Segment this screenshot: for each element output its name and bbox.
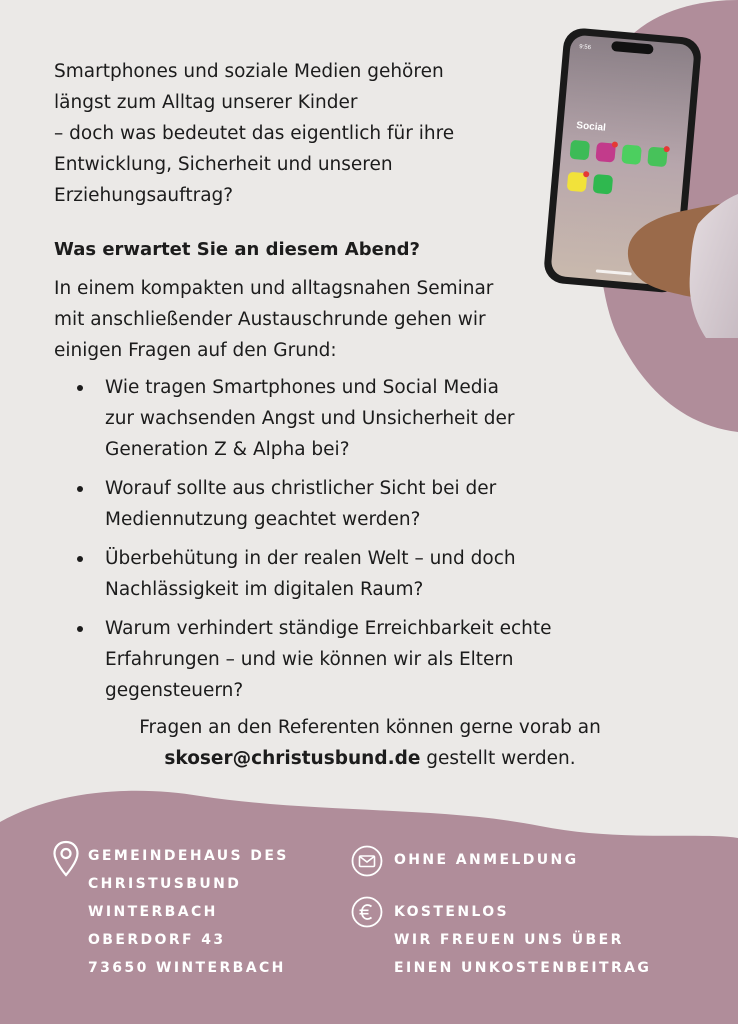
location-line: GEMEINDEHAUS DES [88, 848, 289, 864]
question-line: Wie tragen Smartphones und Social Media [105, 377, 499, 398]
whatsapp-icon [593, 174, 614, 195]
question-line: Worauf sollte aus christlicher Sicht bei der [105, 478, 497, 499]
question-line: Generation Z & Alpha bei? [105, 439, 350, 460]
lead-paragraph [54, 273, 574, 366]
cost-block [394, 898, 651, 982]
location-line: CHRISTUSBUND [88, 876, 242, 892]
lead-line: In einem kompakten und alltagsnahen Seminar [54, 278, 494, 299]
envelope-icon [351, 845, 383, 877]
section-heading: Was erwartet Sie an diesem Abend? [54, 239, 420, 260]
question-line: Nachlässigkeit im digitalen Raum? [105, 579, 424, 600]
euro-icon [351, 896, 383, 928]
question-line: Warum verhindert ständige Erreichbarkeit echte [105, 618, 552, 639]
intro-paragraph [54, 56, 534, 211]
intro-line: Entwicklung, Sicherheit und unseren [54, 154, 393, 175]
intro-line: – doch was bedeutet das eigentlich für ihre [54, 123, 455, 144]
intro-line: Erziehungsauftrag? [54, 185, 234, 206]
location-line: OBERDORF 43 [88, 932, 226, 948]
location-block [88, 842, 289, 982]
intro-line: längst zum Alltag unserer Kinder [54, 92, 358, 113]
location-line: WINTERBACH [88, 904, 218, 920]
cost-line: WIR FREUEN UNS ÜBER [394, 932, 624, 948]
lead-line: mit anschließender Austauschrunde gehen wir [54, 309, 486, 330]
bullet-icon [77, 486, 83, 492]
phone-time: 9:56 [578, 44, 592, 52]
bullet-icon [77, 556, 83, 562]
registration-text: OHNE ANMELDUNG [394, 852, 579, 868]
question-item [54, 543, 644, 605]
question-line: zur wachsenden Angst und Unsicherheit der [105, 408, 515, 429]
question-line: Überbehütung in der realen Welt – und doch [105, 548, 516, 569]
facetime-icon [569, 140, 590, 161]
note-line: Fragen an den Referenten können gerne vorab an [139, 717, 601, 738]
location-pin-icon [52, 840, 80, 878]
bullet-icon [77, 626, 83, 632]
bullet-icon [77, 385, 83, 391]
messages-icon [621, 144, 642, 165]
note-line-rest: gestellt werden. [420, 748, 576, 769]
question-list [54, 372, 644, 714]
question-line: Erfahrungen – und wie können wir als Eltern [105, 649, 514, 670]
contact-note [60, 712, 680, 774]
registration-block [394, 846, 579, 874]
question-item [54, 473, 644, 535]
question-item [54, 372, 644, 465]
location-line: 73650 WINTERBACH [88, 960, 286, 976]
phone-folder-title: Social [575, 120, 607, 134]
intro-line: Smartphones und soziale Medien gehören [54, 61, 444, 82]
cost-line: EINEN UNKOSTENBEITRAG [394, 960, 652, 976]
cost-line: KOSTENLOS [394, 904, 510, 920]
question-line: gegensteuern? [105, 680, 244, 701]
question-item [54, 613, 644, 706]
lead-line: einigen Fragen auf den Grund: [54, 340, 337, 361]
question-line: Mediennutzung geachtet werden? [105, 509, 421, 530]
contact-email-link[interactable]: skoser@christusbund.de [164, 748, 421, 769]
